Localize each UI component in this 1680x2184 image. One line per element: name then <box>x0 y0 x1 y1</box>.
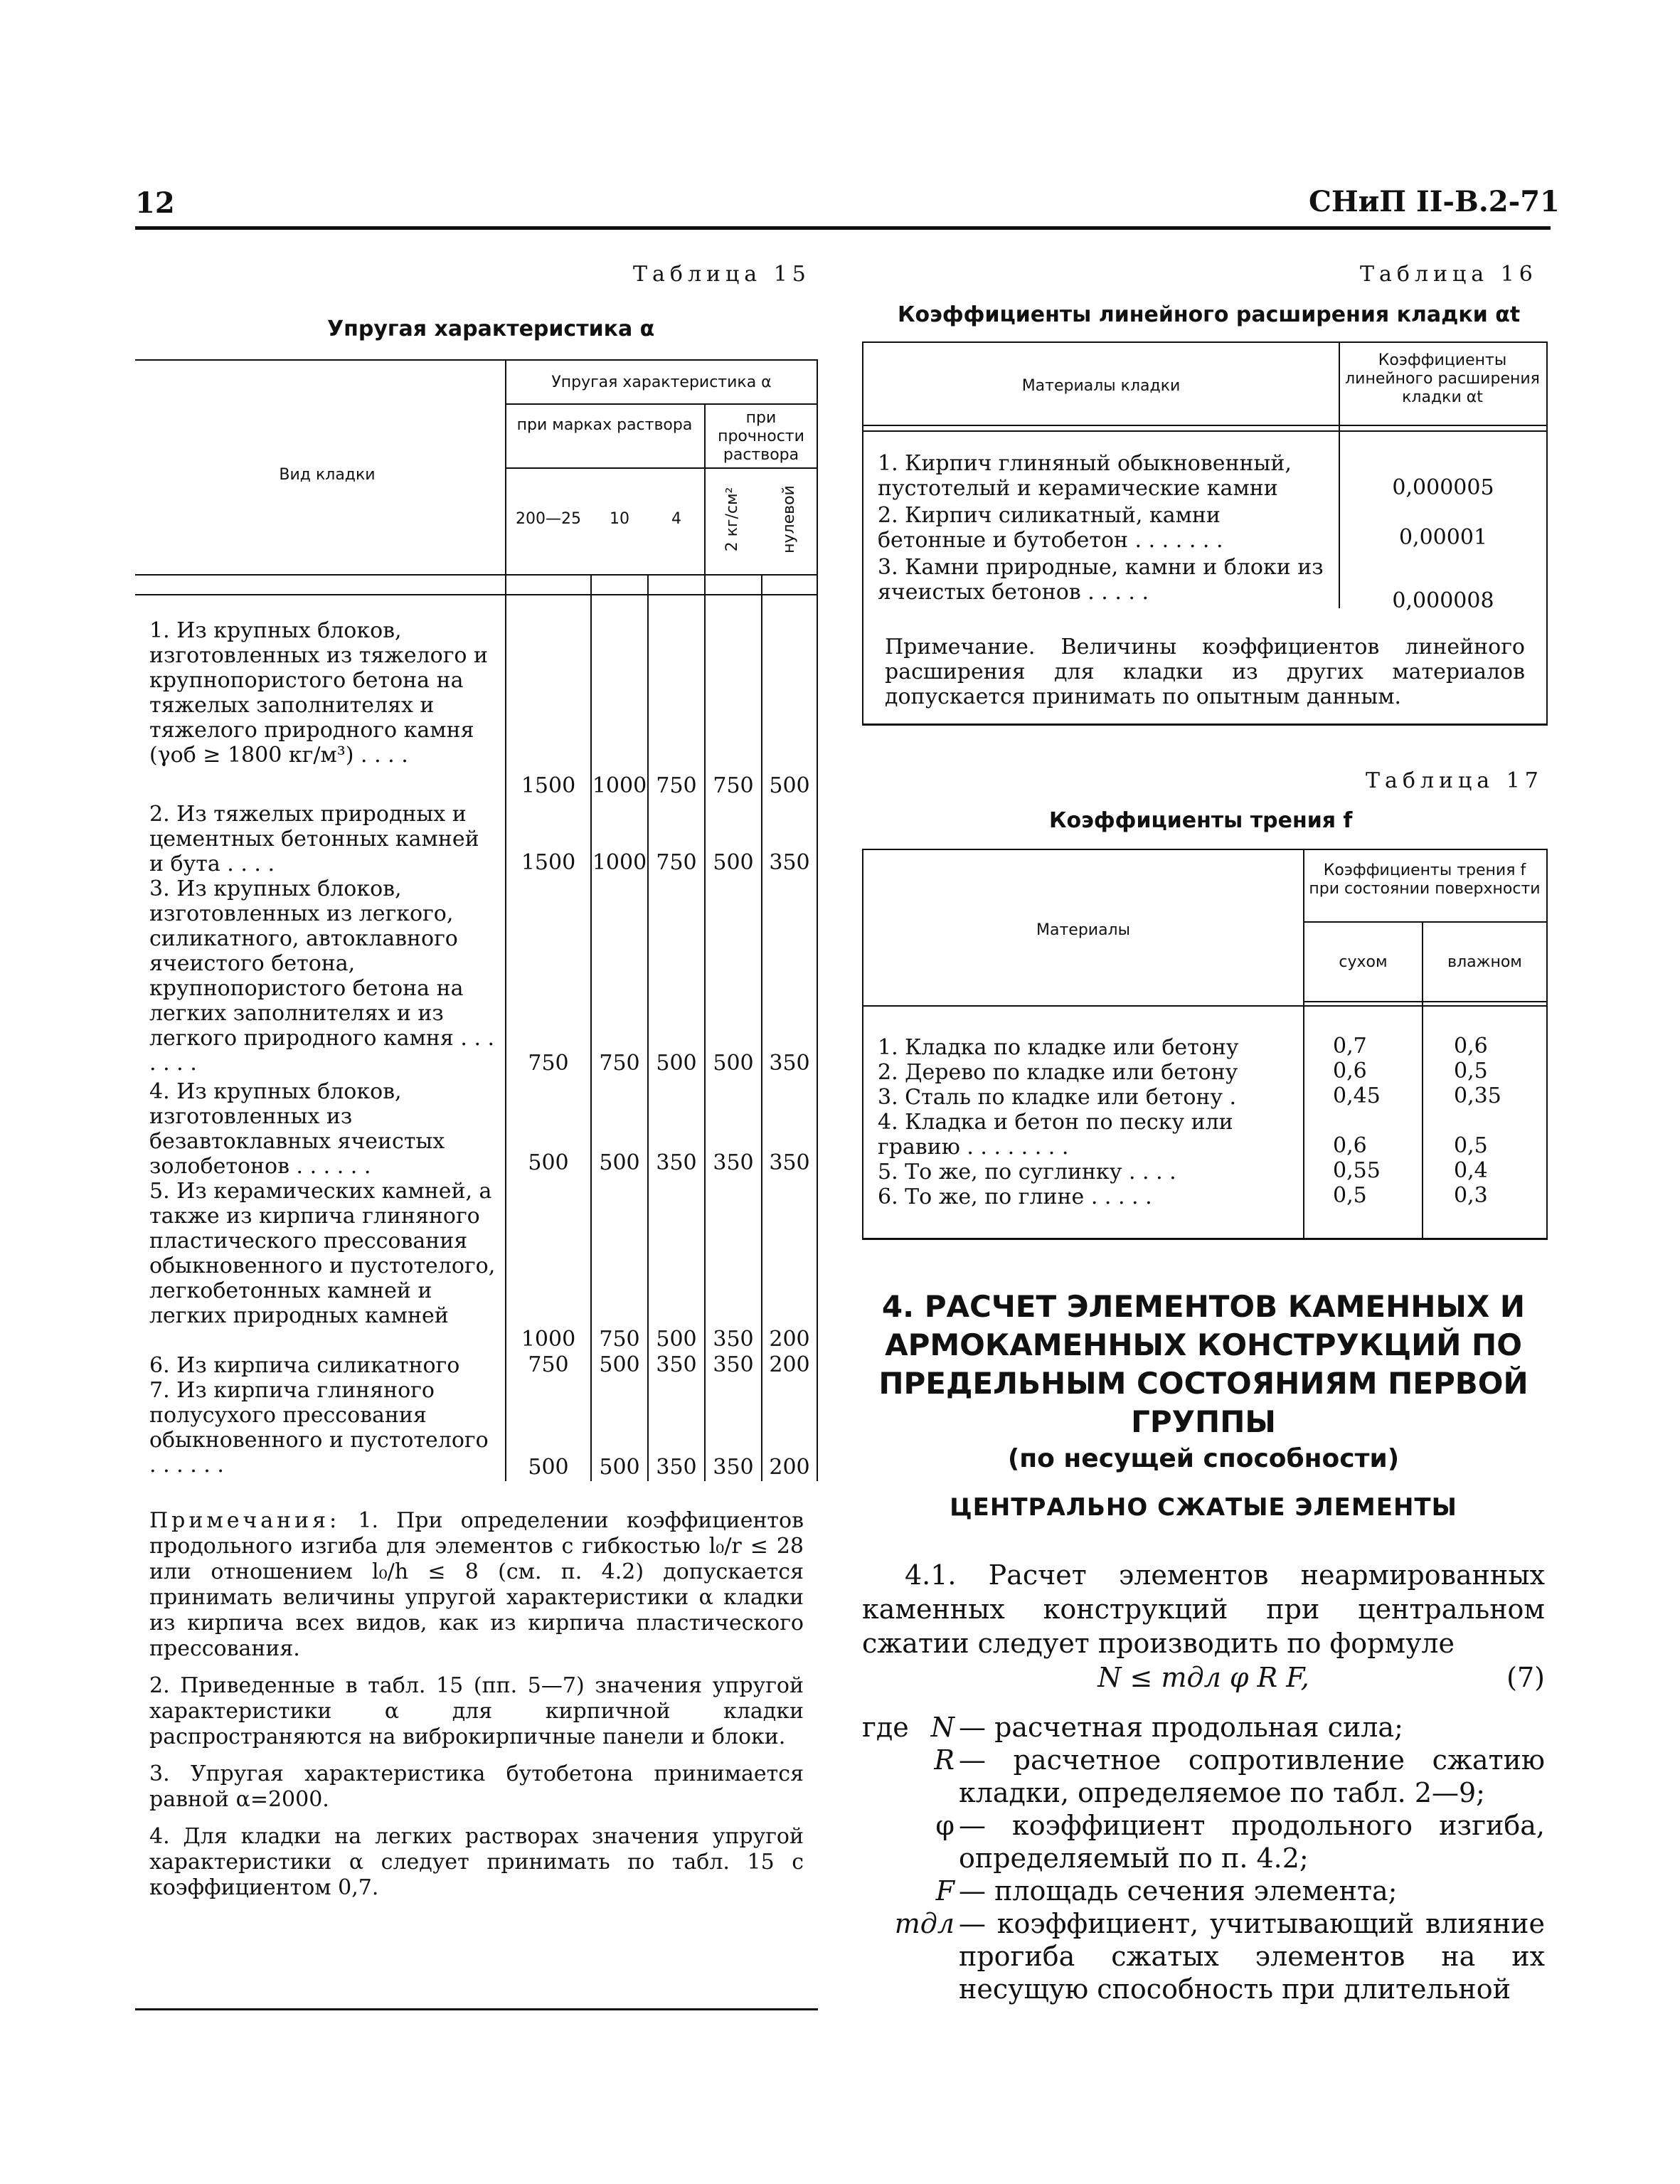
t15-r3-c1: 750 <box>528 1051 569 1076</box>
document-code: СНиП II-В.2-71 <box>1309 185 1560 218</box>
t15-r4-c5: 350 <box>769 1150 810 1175</box>
def-5-symbol: mдл <box>894 1908 955 1939</box>
table17-col-dry: сухом <box>1339 953 1388 971</box>
table15-row-2-text: 2. Из тяжелых природных и цементных бетонных камней и бута . . . . <box>149 802 479 876</box>
table15-col-4: 2 кг/см² <box>723 487 741 552</box>
t17-r4-dry: 0,6 <box>1333 1133 1367 1158</box>
table15-col-3: 4 <box>671 510 681 528</box>
header-rule <box>135 226 1551 230</box>
t15-r5-c3: 500 <box>656 1327 697 1352</box>
page-number: 12 <box>135 186 175 220</box>
t17-r4-wet: 0,5 <box>1454 1133 1488 1158</box>
table16-caption: Таблица 16 <box>1360 262 1538 287</box>
t15-r2-c3: 750 <box>656 850 697 875</box>
t15-r6-c4: 350 <box>713 1352 754 1377</box>
table15-col-group: Упругая характеристика α <box>551 373 772 391</box>
t17-r1-wet: 0,6 <box>1454 1034 1488 1059</box>
table16 <box>862 341 1548 726</box>
def-5-text: — коэффициент, учитывающий влияние прогиба сжатых элементов на их несущую способность при длительной <box>959 1908 1545 2005</box>
t15-r4-c4: 350 <box>713 1150 754 1175</box>
t15-r2-c5: 350 <box>769 850 810 875</box>
t17-r3-dry: 0,45 <box>1333 1083 1381 1108</box>
left-column-end-rule <box>135 2008 818 2010</box>
t17-r6-dry: 0,5 <box>1333 1183 1367 1208</box>
paragraph-text: 4.1. Расчет элементов неармированных каменных конструкций при центральном сжатии следует производить по формуле <box>862 1559 1545 1659</box>
t15-r2-c2: 1000 <box>592 850 647 875</box>
table15-row-6-text: 6. Из кирпича силикатного <box>149 1353 460 1378</box>
table16-row-2-value: 0,00001 <box>1398 525 1488 550</box>
table16-note: Примечание. Величины коэффициентов линейного расширения для кладки из других материалов допускается принимать по опытным данным. <box>885 635 1525 709</box>
table15-title: Упругая характеристика α <box>327 317 655 341</box>
notes-title: Примечания: <box>149 1508 341 1533</box>
table16-row-2-text: 2. Кирпич силикатный, камни бетонные и бутобетон . . . . . . . <box>878 503 1223 553</box>
table17-title: Коэффициенты трения f <box>1049 808 1353 833</box>
t15-r6-c3: 350 <box>656 1352 697 1377</box>
def-2-text: — расчетное сопротивление сжатию кладки, определяемое по табл. 2—9; <box>959 1744 1545 1808</box>
note-4: 4. Для кладки на легких растворах значения упругой характеристики α следует принимать по табл. 15 с коэффициентом 0,7. <box>149 1824 804 1900</box>
table15-col-1: 200—25 <box>516 510 581 528</box>
table16-title: Коэффициенты линейного расширения кладки αt <box>898 302 1521 327</box>
table15-col-2: 10 <box>610 510 629 528</box>
t17-r2-dry: 0,6 <box>1333 1059 1367 1083</box>
section-title: 4. РАСЧЕТ ЭЛЕМЕНТОВ КАМЕННЫХ И АРМОКАМЕННЫХ КОНСТРУКЦИЙ ПО ПРЕДЕЛЬНЫМ СОСТОЯНИЯМ ПЕРВОЙ ГРУППЫ <box>878 1289 1529 1439</box>
table17-col-material: Материалы <box>1036 921 1130 939</box>
def-1-symbol: N <box>930 1712 955 1743</box>
def-3-text: — коэффициент продольного изгиба, определяемый по п. 4.2; <box>959 1810 1545 1874</box>
t15-r6-c5: 200 <box>769 1352 810 1377</box>
table16-row-1-text: 1. Кирпич глиняный обыкновенный, пустотелый и керамические камни <box>878 451 1292 501</box>
t15-r7-c4: 350 <box>713 1455 754 1480</box>
table15-notes <box>149 1508 804 1912</box>
t15-r4-c2: 500 <box>599 1150 640 1175</box>
t17-r2-wet: 0,5 <box>1454 1059 1488 1083</box>
section-heading: ЦЕНТРАЛЬНО СЖАТЫЕ ЭЛЕМЕНТЫ <box>950 1493 1457 1522</box>
t15-r6-c1: 750 <box>528 1352 569 1377</box>
table15-row-5-text: 5. Из керамических камней, а также из кирпича глиняного пластического прессования обыкновенного и пустотелого, легкобетонных камней и легких природных камней <box>149 1179 496 1328</box>
section-subtitle: (по несущей способности) <box>1007 1444 1400 1473</box>
table15-caption: Таблица 15 <box>633 262 811 287</box>
definitions <box>862 1711 1545 2005</box>
def-1-text: — расчетная продольная сила; <box>959 1712 1403 1743</box>
t15-r2-c4: 500 <box>713 850 754 875</box>
table16-row-3-value: 0,000008 <box>1392 588 1494 613</box>
formula: N ≤ mдл φ R F, <box>1097 1662 1309 1693</box>
where-word: где <box>862 1712 909 1743</box>
t15-r1-c2: 1000 <box>592 773 647 798</box>
t15-r7-c5: 200 <box>769 1455 810 1480</box>
t15-r5-c1: 1000 <box>521 1327 576 1352</box>
t15-r1-c4: 750 <box>713 773 754 798</box>
table16-row-3-text: 3. Камни природные, камни и блоки из ячеистых бетонов . . . . . <box>878 555 1324 605</box>
table15-col-kind: Вид кладки <box>279 466 376 484</box>
formula-number: (7) <box>1506 1662 1545 1693</box>
note-2: 2. Приведенные в табл. 15 (пп. 5—7) значения упругой характеристики α для кирпичной кладки распространяются на виброкирпичные панели и блоки. <box>149 1673 804 1749</box>
t17-r5-dry: 0,55 <box>1333 1158 1381 1183</box>
note-1: 1. При определении коэффициентов продольного изгиба для элементов с гибкостью l₀/r ≤ 28 или отношением l₀/h ≤ 8 (см. п. 4.2) допускается принимать величины упругой характеристики α кладки из кирпича всех видов, как из кирпича пластического прессования. <box>149 1508 804 1661</box>
table17-row-3-text: 3. Сталь по кладке или бетону . <box>878 1085 1237 1110</box>
t15-r3-c3: 500 <box>656 1051 697 1076</box>
t15-r7-c2: 500 <box>599 1455 640 1480</box>
table15-col-5: нулевой <box>780 485 798 553</box>
table17-row-1-text: 1. Кладка по кладке или бетону <box>878 1035 1239 1060</box>
table17-caption: Таблица 17 <box>1366 768 1543 793</box>
t15-r7-c3: 350 <box>656 1455 697 1480</box>
table16-col-coef: Коэффициенты линейного расширения кладки αt <box>1345 351 1540 406</box>
t15-r5-c5: 200 <box>769 1327 810 1352</box>
table15 <box>135 359 818 1481</box>
def-4-symbol: F <box>935 1875 955 1907</box>
t15-r4-c3: 350 <box>656 1150 697 1175</box>
table17-col-group: Коэффициенты трения f при состоянии поверхности <box>1309 862 1541 898</box>
t17-r3-wet: 0,35 <box>1454 1083 1501 1108</box>
t15-r3-c5: 350 <box>769 1051 810 1076</box>
t17-r6-wet: 0,3 <box>1454 1183 1488 1208</box>
t15-r4-c1: 500 <box>528 1150 569 1175</box>
table16-col-material: Материалы кладки <box>1021 377 1181 395</box>
t15-r3-c2: 750 <box>599 1051 640 1076</box>
table17-row-2-text: 2. Дерево по кладке или бетону <box>878 1060 1238 1085</box>
t15-r5-c4: 350 <box>713 1327 754 1352</box>
table15-row-7-text: 7. Из кирпича глиняного полусухого прессования обыкновенного и пустотелого . . . . . . <box>149 1378 489 1478</box>
t15-r1-c5: 500 <box>769 773 810 798</box>
paragraph-4-1 <box>862 1558 1545 1695</box>
table15-col-marks: при марках раствора <box>516 416 693 434</box>
table17-row-4-text: 4. Кладка и бетон по песку или гравию . . . . . . . . <box>878 1110 1233 1160</box>
section-4 <box>862 1288 1545 1522</box>
t17-r1-dry: 0,7 <box>1333 1034 1367 1059</box>
t15-r3-c4: 500 <box>713 1051 754 1076</box>
t15-r2-c1: 1500 <box>521 850 576 875</box>
t17-r5-wet: 0,4 <box>1454 1158 1488 1183</box>
def-3-symbol: φ <box>935 1810 955 1841</box>
table15-row-3-text: 3. Из крупных блоков, изготовленных из легкого, силикатного, автоклавного ячеистого бетона, крупнопористого бетона на легких заполнителях и из легкого природного камня . . . . . . . <box>149 876 495 1076</box>
t15-r5-c2: 750 <box>599 1327 640 1352</box>
table17-col-wet: влажном <box>1447 953 1522 971</box>
t15-r1-c3: 750 <box>656 773 697 798</box>
def-2-symbol: R <box>934 1744 955 1776</box>
table17 <box>862 849 1548 1240</box>
def-4-text: — площадь сечения элемента; <box>959 1875 1398 1907</box>
t15-r1-c1: 1500 <box>521 773 576 798</box>
table16-row-1-value: 0,000005 <box>1392 475 1494 500</box>
table17-row-5-text: 5. То же, по суглинку . . . . <box>878 1160 1176 1184</box>
table15-col-strength: при прочности раствора <box>718 409 804 464</box>
table15-row-1-text: 1. Из крупных блоков, изготовленных из тяжелого и крупнопористого бетона на тяжелых заполнителях и тяжелого природного камня (γоб ≥ 1800 кг/м³) . . . . <box>149 618 489 768</box>
t15-r6-c2: 500 <box>599 1352 640 1377</box>
table17-row-6-text: 6. То же, по глине . . . . . <box>878 1184 1152 1209</box>
t15-r7-c1: 500 <box>528 1455 569 1480</box>
note-3: 3. Упругая характеристика бутобетона принимается равной α=2000. <box>149 1761 804 1812</box>
table15-row-4-text: 4. Из крупных блоков, изготовленных из безавтоклавных ячеистых золобетонов . . . . . . <box>149 1079 445 1179</box>
